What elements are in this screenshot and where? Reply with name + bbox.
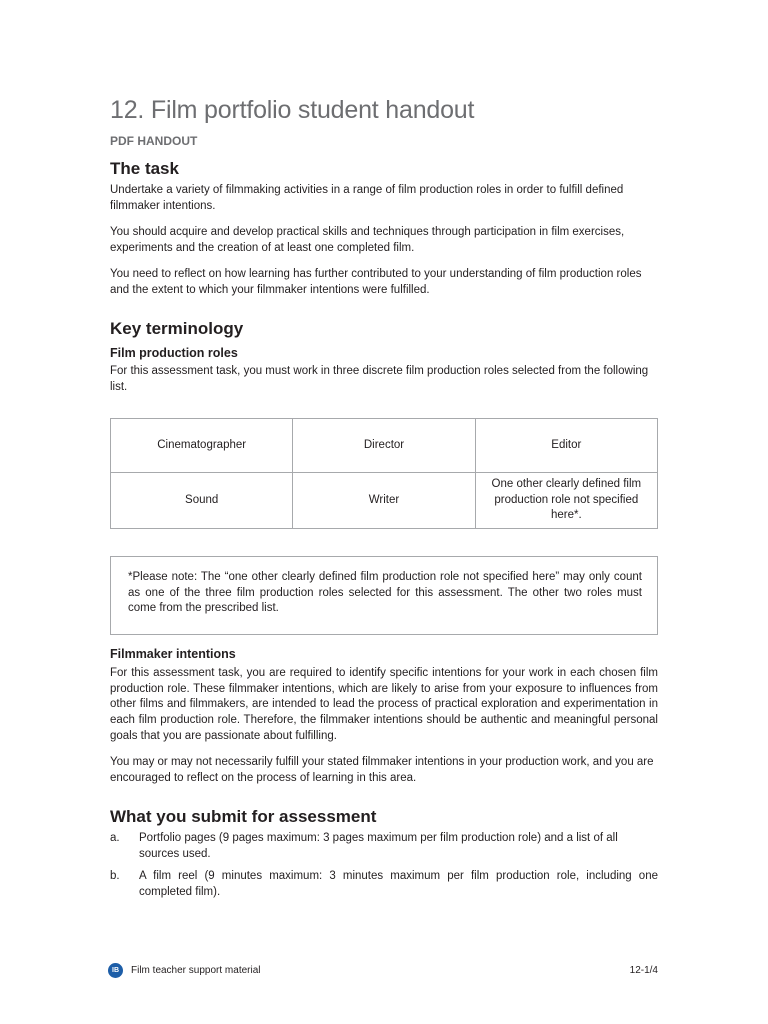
ib-logo-icon: IB — [108, 963, 123, 978]
list-item-text: Portfolio pages (9 pages maximum: 3 pages maximum per film production role) and a list of all sources used. — [139, 832, 618, 860]
roles-heading: Film production roles — [110, 346, 238, 360]
table-cell: One other clearly defined film production role not specified here*. — [475, 473, 657, 529]
task-heading: The task — [110, 159, 179, 178]
page-number: 12-1/4 — [629, 965, 658, 976]
document-subtitle: PDF HANDOUT — [110, 134, 198, 148]
intentions-paragraph-1: For this assessment task, you are required to identify specific intentions for your work in each chosen film production role. These filmmaker intentions, which are likely to arise from your exposure to influences from other films and filmmakers, are intended to lead the process of practical exploration and experimentation in each film production role. Therefore, the filmmaker intentions should be authentic and meaningful personal goals that you are passionate about fulfilling. — [110, 667, 658, 742]
list-marker: b. — [110, 870, 120, 882]
submission-heading: What you submit for assessment — [110, 807, 377, 826]
roles-intro: For this assessment task, you must work in three discrete film production roles selected from the following list. — [110, 365, 649, 393]
note-box — [110, 556, 658, 635]
footer-text: Film teacher support material — [131, 965, 261, 976]
table-cell: Writer — [293, 473, 475, 529]
list-item-text: A film reel (9 minutes maximum: 3 minutes maximum per film production role, including one completed film). — [139, 870, 658, 898]
table-cell: Director — [293, 419, 475, 473]
table-cell: Sound — [111, 473, 293, 529]
task-paragraph-2: You should acquire and develop practical skills and techniques through participation in film exercises, experiments and the creation of at least one completed film. — [110, 226, 625, 254]
document-title: 12. Film portfolio student handout — [110, 96, 475, 124]
table-cell: Editor — [475, 419, 657, 473]
table-row — [111, 473, 658, 529]
roles-table — [110, 418, 658, 529]
note-text: *Please note: The “one other clearly defined film production role not specified here” may only count as one of the three film production roles selected for this assessment. The other two roles must come from the prescribed list. — [128, 571, 642, 615]
terminology-heading: Key terminology — [110, 319, 244, 338]
intentions-heading: Filmmaker intentions — [110, 647, 236, 661]
list-marker: a. — [110, 832, 120, 844]
intentions-paragraph-2: You may or may not necessarily fulfill your stated filmmaker intentions in your production work, and you are encouraged to reflect on the process of learning in this area. — [110, 756, 654, 784]
table-row — [111, 419, 658, 473]
task-paragraph-3: You need to reflect on how learning has further contributed to your understanding of film production roles and the extent to which your filmmaker intentions were fulfilled. — [110, 268, 642, 296]
table-cell: Cinematographer — [111, 419, 293, 473]
task-paragraph-1: Undertake a variety of filmmaking activities in a range of film production roles in order to fulfill defined filmmaker intentions. — [110, 184, 624, 212]
page-footer — [108, 963, 658, 979]
